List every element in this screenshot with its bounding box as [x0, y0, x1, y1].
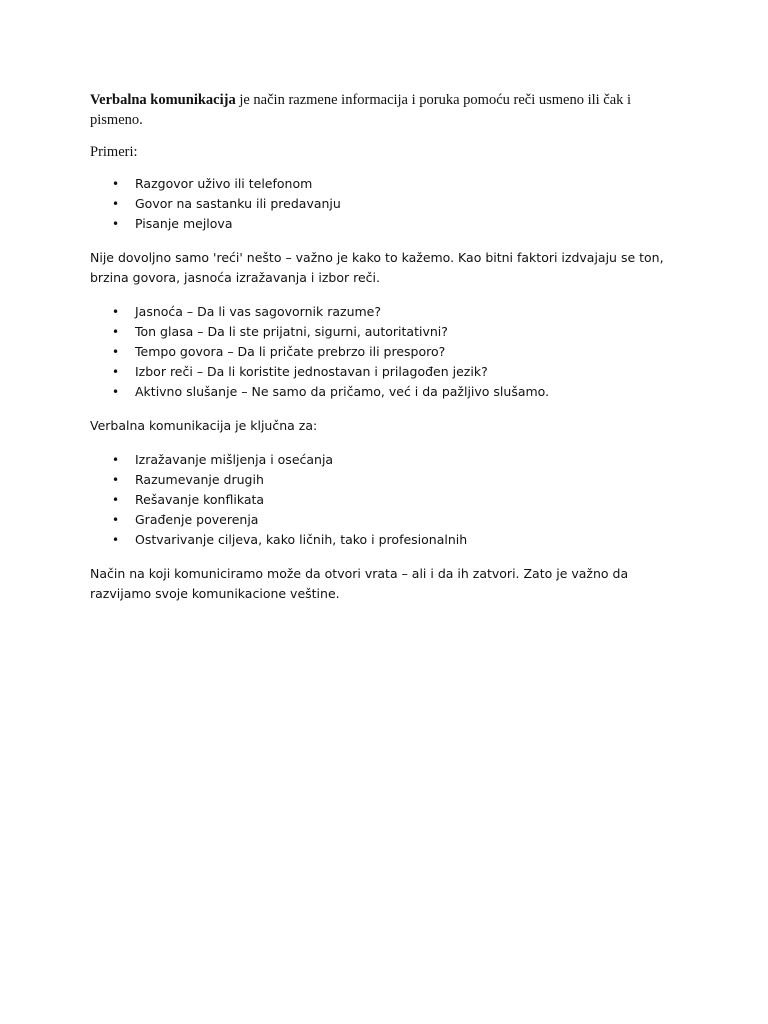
key-heading: Verbalna komunikacija je ključna za:: [90, 418, 318, 433]
bullet-icon: •: [112, 325, 120, 339]
bullet-icon: •: [112, 177, 120, 191]
bullet-icon: •: [112, 197, 120, 211]
bullet-icon: •: [112, 385, 120, 399]
list-item: • Tempo govora – Da li pričate prebrzo ili presporo?: [90, 342, 680, 362]
list-item: • Rešavanje konflikata: [90, 490, 680, 510]
bullet-icon: •: [112, 305, 120, 319]
closing-paragraph: Način na koji komuniciramo može da otvori vrata – ali i da ih zatvori. Zato je važno da razvijamo svoje komunikacione veštine.: [90, 566, 629, 601]
examples-list: [90, 174, 680, 234]
bullet-icon: •: [112, 473, 120, 487]
list-item: • Građenje poverenja: [90, 510, 680, 530]
list-item: • Aktivno slušanje – Ne samo da pričamo, već i da pažljivo slušamo.: [90, 382, 680, 402]
intro-paragraph: [90, 90, 680, 130]
examples-heading: Primeri:: [90, 144, 138, 160]
key-list: [90, 450, 680, 550]
bullet-icon: •: [112, 365, 120, 379]
list-item: • Ton glasa – Da li ste prijatni, sigurni, autoritativni?: [90, 322, 680, 342]
factors-paragraph: Nije dovoljno samo 'reći' nešto – važno je kako to kažemo. Kao bitni faktori izdvajaju se ton, brzina govora, jasnoća izražavanja i izbor reči.: [90, 250, 664, 285]
intro-bold-term: Verbalna komunikacija: [90, 92, 236, 108]
list-item: • Izražavanje mišljenja i osećanja: [90, 450, 680, 470]
bullet-icon: •: [112, 345, 120, 359]
intro-rest: je način razmene informacija i poruka pomoću reči usmeno ili čak i pismeno.: [90, 92, 632, 128]
list-item: • Razgovor uživo ili telefonom: [90, 174, 680, 194]
list-item: • Jasnoća – Da li vas sagovornik razume?: [90, 302, 680, 322]
list-item: • Govor na sastanku ili predavanju: [90, 194, 680, 214]
bullet-icon: •: [112, 217, 120, 231]
factors-list: [90, 302, 680, 402]
bullet-icon: •: [112, 513, 120, 527]
bullet-icon: •: [112, 533, 120, 547]
bullet-icon: •: [112, 453, 120, 467]
list-item: • Razumevanje drugih: [90, 470, 680, 490]
list-item: • Izbor reči – Da li koristite jednostavan i prilagođen jezik?: [90, 362, 680, 382]
list-item: • Pisanje mejlova: [90, 214, 680, 234]
document-page: [90, 90, 680, 618]
bullet-icon: •: [112, 493, 120, 507]
list-item: • Ostvarivanje ciljeva, kako ličnih, tako i profesionalnih: [90, 530, 680, 550]
